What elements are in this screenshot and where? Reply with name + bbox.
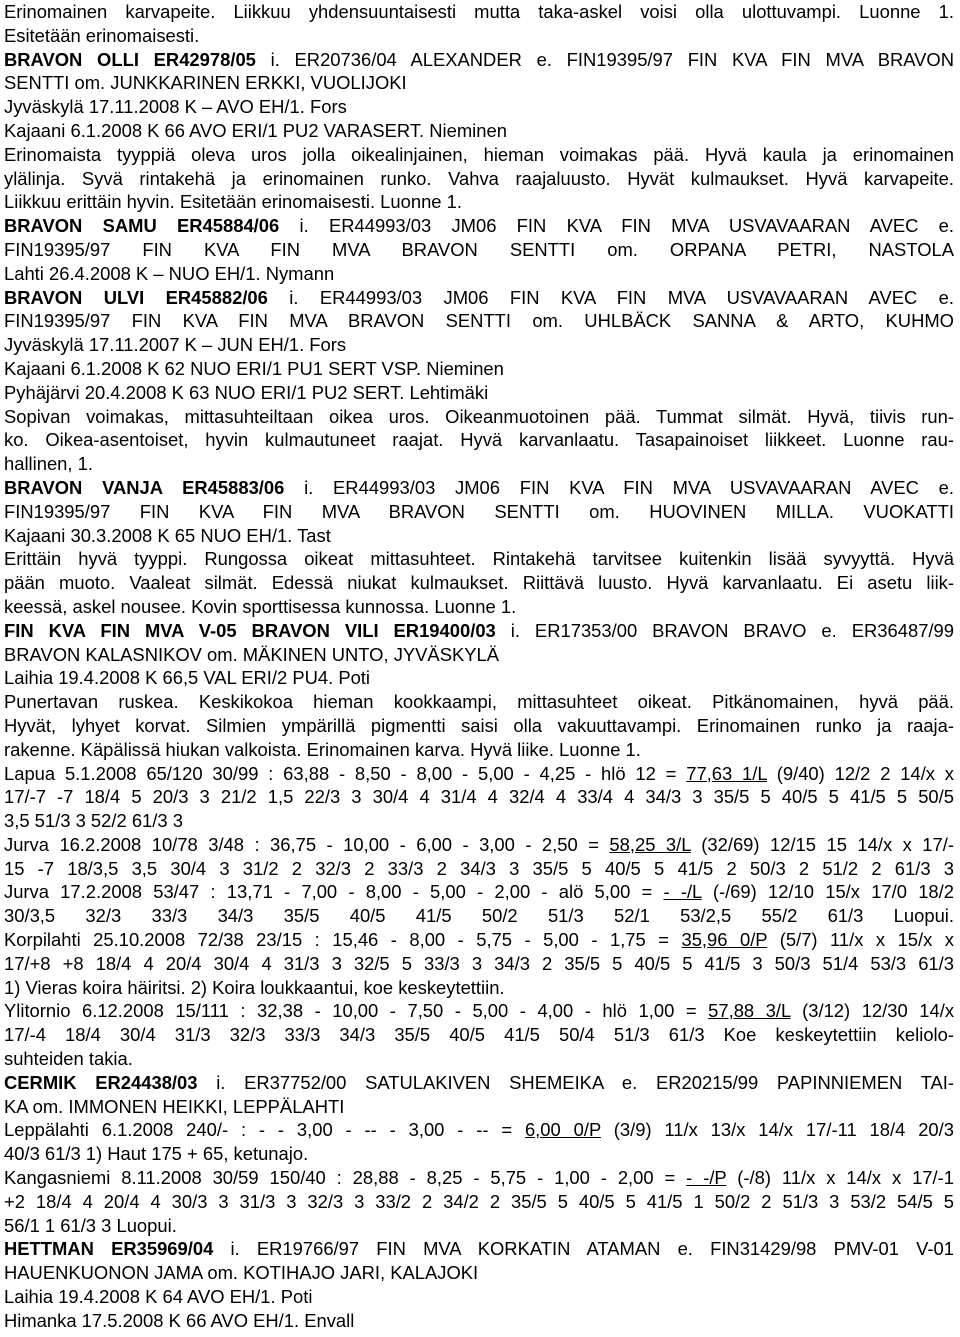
text-line bbox=[4, 167, 954, 191]
text-run: FIN19395/97 FIN KVA FIN MVA BRAVON SENTTI om. UHLBÄCK SANNA & ARTO, KUHMO bbox=[4, 310, 954, 332]
text-line bbox=[4, 1047, 954, 1071]
text-line bbox=[4, 0, 954, 24]
text-line bbox=[4, 714, 954, 738]
text-line bbox=[4, 1214, 954, 1238]
text-run: (-/69) 12/10 15/x 17/0 18/2 bbox=[701, 881, 954, 903]
text-run: Lahti 26.4.2008 K – NUO EH/1. Nymann bbox=[4, 262, 335, 284]
text-run: 40/3 61/3 1) Haut 175 + 65, ketunajo. bbox=[4, 1143, 309, 1165]
text-run: i. ER17353/00 BRAVON BRAVO e. ER36487/99 bbox=[495, 619, 954, 641]
text-line bbox=[4, 1071, 954, 1095]
entry-heading: CERMIK ER24438/03 bbox=[4, 1071, 198, 1093]
text-run: Jyväskylä 17.11.2007 K – JUN EH/1. Fors bbox=[4, 334, 347, 356]
text-line bbox=[4, 452, 954, 476]
text-line bbox=[4, 809, 954, 833]
text-run: HAUENKUONON JAMA om. KOTIHAJO JARI, KALAJOKI bbox=[4, 1262, 479, 1284]
text-line bbox=[4, 1309, 954, 1333]
text-line bbox=[4, 785, 954, 809]
text-run: Sopivan voimakas, mittasuhteiltaan oikea uros. Oikeanmuotoinen pää. Tummat silmät. Hyvä, tiivis run- bbox=[4, 405, 954, 427]
text-line bbox=[4, 643, 954, 667]
text-run: FIN19395/97 FIN KVA FIN MVA BRAVON SENTTI om. HUOVINEN MILLA. VUOKATTI bbox=[4, 500, 954, 522]
text-line bbox=[4, 738, 954, 762]
text-line bbox=[4, 999, 954, 1023]
text-line bbox=[4, 524, 954, 548]
text-line bbox=[4, 619, 954, 643]
text-line bbox=[4, 381, 954, 405]
text-run: ko. Oikea-asentoiset, hyvin kulmautuneet raajat. Hyvä karvanlaatu. Tasapainoiset liikkeet. Luonne rau- bbox=[4, 429, 954, 451]
text-line bbox=[4, 833, 954, 857]
text-line bbox=[4, 500, 954, 524]
text-run: i. ER19766/97 FIN MVA KORKATIN ATAMAN e. FIN31429/98 PMV-01 V-01 bbox=[213, 1238, 954, 1260]
text-line bbox=[4, 309, 954, 333]
result-score: 6,00 0/P bbox=[524, 1119, 601, 1141]
text-run: Punertavan ruskea. Keskikokoa hieman kookkaampi, mittasuhteet oikeat. Pitkänomainen, hyvä pää. bbox=[4, 691, 954, 713]
text-line bbox=[4, 1095, 954, 1119]
entry-heading: HETTMAN ER35969/04 bbox=[4, 1238, 214, 1260]
text-run: Himanka 17.5.2008 K 66 AVO EH/1. Envall bbox=[4, 1309, 355, 1331]
text-run: keessä, askel nousee. Kovin sporttisessa kunnossa. Luonne 1. bbox=[4, 595, 517, 617]
text-run: (3/12) 12/30 14/x bbox=[790, 1000, 955, 1022]
text-run: 30/3,5 32/3 33/3 34/3 35/5 40/5 41/5 50/2 51/3 52/1 53/2,5 55/2 61/3 Luopui. bbox=[4, 905, 954, 927]
text-line bbox=[4, 880, 954, 904]
text-line bbox=[4, 904, 954, 928]
text-line bbox=[4, 333, 954, 357]
text-run: Erinomainen karvapeite. Liikkuu yhdensuuntaisesti mutta taka-askel voisi olla ulottuvampi. Luonne 1. bbox=[4, 1, 954, 22]
text-line bbox=[4, 1142, 954, 1166]
text-line bbox=[4, 428, 954, 452]
text-line bbox=[4, 214, 954, 238]
result-score: - -/P bbox=[686, 1167, 727, 1189]
text-line bbox=[4, 976, 954, 1000]
result-score: - -/L bbox=[663, 881, 702, 903]
text-run: (3/9) 11/x 13/x 14/x 17/-11 18/4 20/3 bbox=[600, 1119, 954, 1141]
text-line bbox=[4, 690, 954, 714]
text-line bbox=[4, 238, 954, 262]
text-line bbox=[4, 762, 954, 786]
text-line bbox=[4, 95, 954, 119]
text-run: Kangasniemi 8.11.2008 30/59 150/40 : 28,88 - 8,25 - 5,75 - 1,00 - 2,00 = bbox=[4, 1167, 687, 1189]
text-line bbox=[4, 357, 954, 381]
text-run: ylälinja. Syvä rintakehä ja erinomainen runko. Vahva raajaluusto. Hyvät kulmaukset. Hyvä karvapeite. bbox=[4, 167, 954, 189]
text-run: rakenne. Käpälissä hiukan valkoista. Erinomainen karva. Hyvä liike. Luonne 1. bbox=[4, 738, 641, 760]
text-run: Korpilahti 25.10.2008 72/38 23/15 : 15,46 - 8,00 - 5,75 - 5,00 - 1,75 = bbox=[4, 929, 682, 951]
text-run: i. ER44993/03 JM06 FIN KVA FIN MVA USVAVAARAN AVEC e. bbox=[284, 476, 954, 498]
text-line bbox=[4, 119, 954, 143]
text-run: (5/7) 11/x x 15/x x bbox=[767, 929, 954, 951]
text-run: (9/40) 12/2 2 14/x x bbox=[766, 762, 954, 784]
text-run: 17/+8 +8 18/4 4 20/4 30/4 4 31/3 3 32/5 5 33/3 3 34/3 2 35/5 5 40/5 5 41/5 3 50/3 51/4 53/3 61/3 bbox=[4, 952, 954, 974]
text-run: Lapua 5.1.2008 65/120 30/99 : 63,88 - 8,50 - 8,00 - 5,00 - 4,25 - hlö 12 = bbox=[4, 762, 687, 784]
text-run: Liikkuu erittäin hyvin. Esitetään erinomaisesti. Luonne 1. bbox=[4, 191, 462, 213]
text-line bbox=[4, 48, 954, 72]
entry-heading: BRAVON OLLI ER42978/05 bbox=[4, 48, 256, 70]
text-run: Kajaani 6.1.2008 K 66 AVO ERI/1 PU2 VARASERT. Nieminen bbox=[4, 119, 507, 141]
text-run: 1) Vieras koira häiritsi. 2) Koira loukkaantui, koe keskeytettiin. bbox=[4, 976, 505, 998]
text-line bbox=[4, 405, 954, 429]
text-run: i. ER37752/00 SATULAKIVEN SHEMEIKA e. ER20215/99 PAPINNIEMEN TAI- bbox=[197, 1071, 954, 1093]
text-run: hallinen, 1. bbox=[4, 453, 93, 475]
text-run: BRAVON KALASNIKOV om. MÄKINEN UNTO, JYVÄSKYLÄ bbox=[4, 643, 499, 665]
text-line bbox=[4, 1261, 954, 1285]
text-line bbox=[4, 857, 954, 881]
text-line bbox=[4, 571, 954, 595]
entry-heading: FIN KVA FIN MVA V-05 BRAVON VILI ER19400/03 bbox=[4, 619, 496, 641]
text-line bbox=[4, 190, 954, 214]
text-line bbox=[4, 143, 954, 167]
text-run: (-/8) 11/x x 14/x x 17/-1 bbox=[726, 1167, 954, 1189]
text-run: Esitetään erinomaisesti. bbox=[4, 24, 200, 46]
text-run: (32/69) 12/15 15 14/x x 17/- bbox=[690, 833, 954, 855]
text-run: 15 -7 18/3,5 3,5 30/4 3 31/2 2 32/3 2 33/3 2 34/3 3 35/5 5 40/5 5 41/5 2 50/3 2 51/2 2 61/3 3 bbox=[4, 857, 954, 879]
text-line bbox=[4, 952, 954, 976]
text-run: Ylitornio 6.12.2008 15/111 : 32,38 - 10,00 - 7,50 - 5,00 - 4,00 - hlö 1,00 = bbox=[4, 1000, 709, 1022]
text-run: 56/1 1 61/3 3 Luopui. bbox=[4, 1214, 177, 1236]
text-line bbox=[4, 71, 954, 95]
text-line bbox=[4, 1118, 954, 1142]
text-run: Kajaani 6.1.2008 K 62 NUO ERI/1 PU1 SERT VSP. Nieminen bbox=[4, 357, 504, 379]
text-run: i. ER20736/04 ALEXANDER e. FIN19395/97 FIN KVA FIN MVA BRAVON bbox=[255, 48, 954, 70]
text-line bbox=[4, 1166, 954, 1190]
text-run: i. ER44993/03 JM06 FIN KVA FIN MVA USVAVAARAN AVEC e. bbox=[267, 286, 954, 308]
text-run: Hyvät, lyhyet korvat. Silmien ympärillä pigmentti saisi olla vakuuttavampi. Erinomainen runko ja raaja- bbox=[4, 714, 954, 736]
text-line bbox=[4, 24, 954, 48]
text-run: SENTTI om. JUNKKARINEN ERKKI, VUOLIJOKI bbox=[4, 72, 407, 94]
text-line bbox=[4, 476, 954, 500]
text-run: Jyväskylä 17.11.2008 K – AVO EH/1. Fors bbox=[4, 96, 347, 118]
text-run: Kajaani 30.3.2008 K 65 NUO EH/1. Tast bbox=[4, 524, 331, 546]
text-run: i. ER44993/03 JM06 FIN KVA FIN MVA USVAVAARAN AVEC e. bbox=[279, 215, 954, 237]
text-line bbox=[4, 1237, 954, 1261]
result-score: 57,88 3/L bbox=[708, 1000, 791, 1022]
text-run: FIN19395/97 FIN KVA FIN MVA BRAVON SENTTI om. ORPANA PETRI, NASTOLA bbox=[4, 238, 954, 260]
text-run: Jurva 16.2.2008 10/78 3/48 : 36,75 - 10,00 - 6,00 - 3,00 - 2,50 = bbox=[4, 833, 610, 855]
result-score: 35,96 0/P bbox=[681, 929, 768, 951]
text-run: 3,5 51/3 3 52/2 61/3 3 bbox=[4, 810, 183, 832]
text-run: Erittäin hyvä tyyppi. Rungossa oikeat mittasuhteet. Rintakehä tarvitsee kuitenkin lisää syvyyttä. Hyvä bbox=[4, 548, 954, 570]
result-score: 58,25 3/L bbox=[609, 833, 691, 855]
result-score: 77,63 1/L bbox=[686, 762, 767, 784]
text-line bbox=[4, 1285, 954, 1309]
text-run: 17/-4 18/4 30/4 31/3 32/3 33/3 34/3 35/5 40/5 41/5 50/4 51/3 61/3 Koe keskeytettiin keliolo- bbox=[4, 1024, 954, 1046]
text-run: +2 18/4 4 20/4 4 30/3 3 31/3 3 32/3 3 33/2 2 34/2 2 35/5 5 40/5 5 41/5 1 50/2 2 51/3 3 53/2 54/5 5 bbox=[4, 1190, 954, 1212]
text-line bbox=[4, 666, 954, 690]
text-run: Erinomaista tyyppiä oleva uros jolla oikealinjainen, hieman voimakas pää. Hyvä kaula ja erinomainen bbox=[4, 143, 954, 165]
text-line bbox=[4, 547, 954, 571]
text-line bbox=[4, 928, 954, 952]
text-run: Laihia 19.4.2008 K 64 AVO EH/1. Poti bbox=[4, 1286, 313, 1308]
entry-heading: BRAVON VANJA ER45883/06 bbox=[4, 476, 285, 498]
text-run: Laihia 19.4.2008 K 66,5 VAL ERI/2 PU4. Poti bbox=[4, 667, 371, 689]
text-run: Leppälahti 6.1.2008 240/- : - - 3,00 - -- - 3,00 - -- = bbox=[4, 1119, 525, 1141]
text-run: Jurva 17.2.2008 53/47 : 13,71 - 7,00 - 8,00 - 5,00 - 2,00 - alö 5,00 = bbox=[4, 881, 664, 903]
text-line bbox=[4, 286, 954, 310]
text-line bbox=[4, 1190, 954, 1214]
text-line bbox=[4, 595, 954, 619]
entry-heading: BRAVON ULVI ER45882/06 bbox=[4, 286, 268, 308]
text-run: suhteiden takia. bbox=[4, 1048, 133, 1070]
text-run: Pyhäjärvi 20.4.2008 K 63 NUO ERI/1 PU2 SERT. Lehtimäki bbox=[4, 381, 489, 403]
entry-heading: BRAVON SAMU ER45884/06 bbox=[4, 215, 280, 237]
text-line bbox=[4, 1023, 954, 1047]
text-line bbox=[4, 262, 954, 286]
text-run: pään muoto. Vaaleat silmät. Edessä niukat kulmaukset. Riittävä luusto. Hyvä karvanlaatu. Ei asetu liik- bbox=[4, 572, 954, 594]
text-run: 17/-7 -7 18/4 5 20/3 3 21/2 1,5 22/3 3 30/4 4 31/4 4 32/4 4 33/4 4 34/3 3 35/5 5 40/5 5 41/5 5 50/5 bbox=[4, 786, 954, 808]
text-run: KA om. IMMONEN HEIKKI, LEPPÄLAHTI bbox=[4, 1095, 345, 1117]
